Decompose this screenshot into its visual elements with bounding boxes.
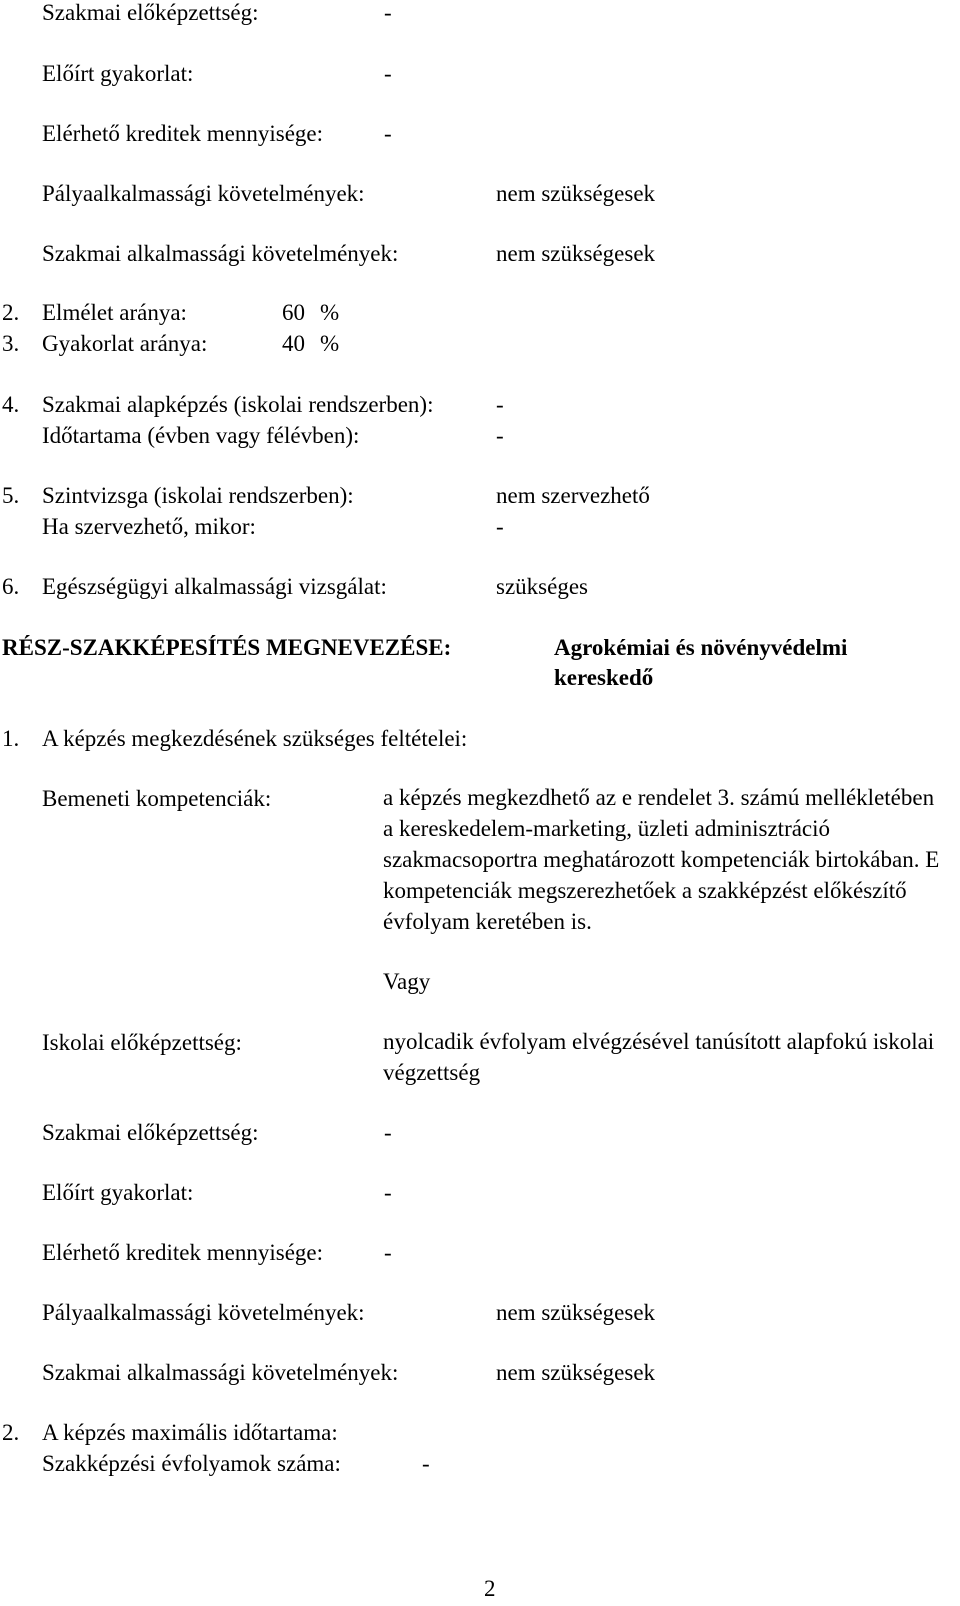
kreditek-label-2: Elérhető kreditek mennyisége: [42,1240,324,1265]
eloirt-gyakorlat-label-2: Előírt gyakorlat: [42,1180,194,1205]
elmelet-aranya-unit: % [320,300,340,325]
idotartama-value: - [496,423,504,448]
resz-szakkepesites-name-line1: Agrokémiai és növényvédelmi [554,635,848,660]
gyakorlat-aranya-unit: % [320,331,340,356]
kepzes-feltetelei-label: A képzés megkezdésének szükséges feltételei: [42,726,468,751]
kepzes-maximalis-idotartama-label: A képzés maximális időtartama: [42,1420,338,1445]
szakkepzesi-evfolyamok-value: - [422,1451,430,1476]
resz-szakkepesites-heading: RÉSZ-SZAKKÉPESÍTÉS MEGNEVEZÉSE: [2,635,452,660]
szintvizsga-label: Szintvizsga (iskolai rendszerben): [42,483,354,508]
kreditek-value: - [384,121,392,146]
elmelet-aranya-label: Elmélet aránya: [42,300,187,325]
szakmai-alkalmassagi-value: nem szükségesek [496,241,656,266]
egeszsegugyi-label: Egészségügyi alkalmassági vizsgálat: [42,574,387,599]
szakmai-alapkepzes-label: Szakmai alapképzés (iskolai rendszerben): [42,392,434,417]
bemeneti-kompetenciak-value: a képzés megkezdhető az e rendelet 3. számú mellékletében a kereskedelem-marketing, üzleti adminisztráció szakmacsoportra meghatározott kompetenciák birtokában. E kompetenciák megszerezhetőek a szakképzést előkészítő évfolyam keretében is. [383,785,940,934]
szakmai-elokepzettseg-value-2: - [384,1120,392,1145]
item-5-number: 5. [2,483,20,508]
szakkepzesi-evfolyamok-label: Szakképzési évfolyamok száma: [42,1451,341,1476]
item-6-number: 6. [2,574,20,599]
kreditek-label: Elérhető kreditek mennyisége: [42,121,324,146]
page-number: 2 [484,1576,496,1601]
egeszsegugyi-value: szükséges [496,574,588,599]
gyakorlat-aranya-label: Gyakorlat aránya: [42,331,208,356]
gyakorlat-aranya-value: 40 [282,331,305,356]
szakmai-alapkepzes-value: - [496,392,504,417]
szakmai-alkalmassagi-label: Szakmai alkalmassági követelmények: [42,241,399,266]
eloirt-gyakorlat-label: Előírt gyakorlat: [42,61,194,86]
item-2-number: 2. [2,300,20,325]
resz-szakkepesites-name-line2: kereskedő [554,665,654,690]
eloirt-gyakorlat-value: - [384,61,392,86]
bemeneti-kompetenciak-label: Bemeneti kompetenciák: [42,786,272,811]
palyaalkalmassagi-label-2: Pályaalkalmassági követelmények: [42,1300,365,1325]
palyaalkalmassagi-value: nem szükségesek [496,181,656,206]
palyaalkalmassagi-label: Pályaalkalmassági követelmények: [42,181,365,206]
item-2-number-2: 2. [2,1420,20,1445]
kreditek-value-2: - [384,1240,392,1265]
palyaalkalmassagi-value-2: nem szükségesek [496,1300,656,1325]
item-4-number: 4. [2,392,20,417]
elmelet-aranya-value: 60 [282,300,305,325]
szakmai-elokepzettseg-value: - [384,0,392,25]
item-1-number: 1. [2,726,20,751]
iskolai-elokepzettseg-label: Iskolai előképzettség: [42,1030,242,1055]
ha-szervezheto-value: - [496,514,504,539]
szintvizsga-value: nem szervezhető [496,483,650,508]
szakmai-alkalmassagi-value-2: nem szükségesek [496,1360,656,1385]
iskolai-elokepzettseg-value: nyolcadik évfolyam elvégzésével tanúsított alapfokú iskolai végzettség [383,1029,935,1085]
ha-szervezheto-label: Ha szervezhető, mikor: [42,514,256,539]
idotartama-label: Időtartama (évben vagy félévben): [42,423,360,448]
item-3-number: 3. [2,331,20,356]
szakmai-alkalmassagi-label-2: Szakmai alkalmassági követelmények: [42,1360,399,1385]
vagy-text: Vagy [383,969,431,994]
eloirt-gyakorlat-value-2: - [384,1180,392,1205]
szakmai-elokepzettseg-label: Szakmai előképzettség: [42,0,259,25]
szakmai-elokepzettseg-label-2: Szakmai előképzettség: [42,1120,259,1145]
